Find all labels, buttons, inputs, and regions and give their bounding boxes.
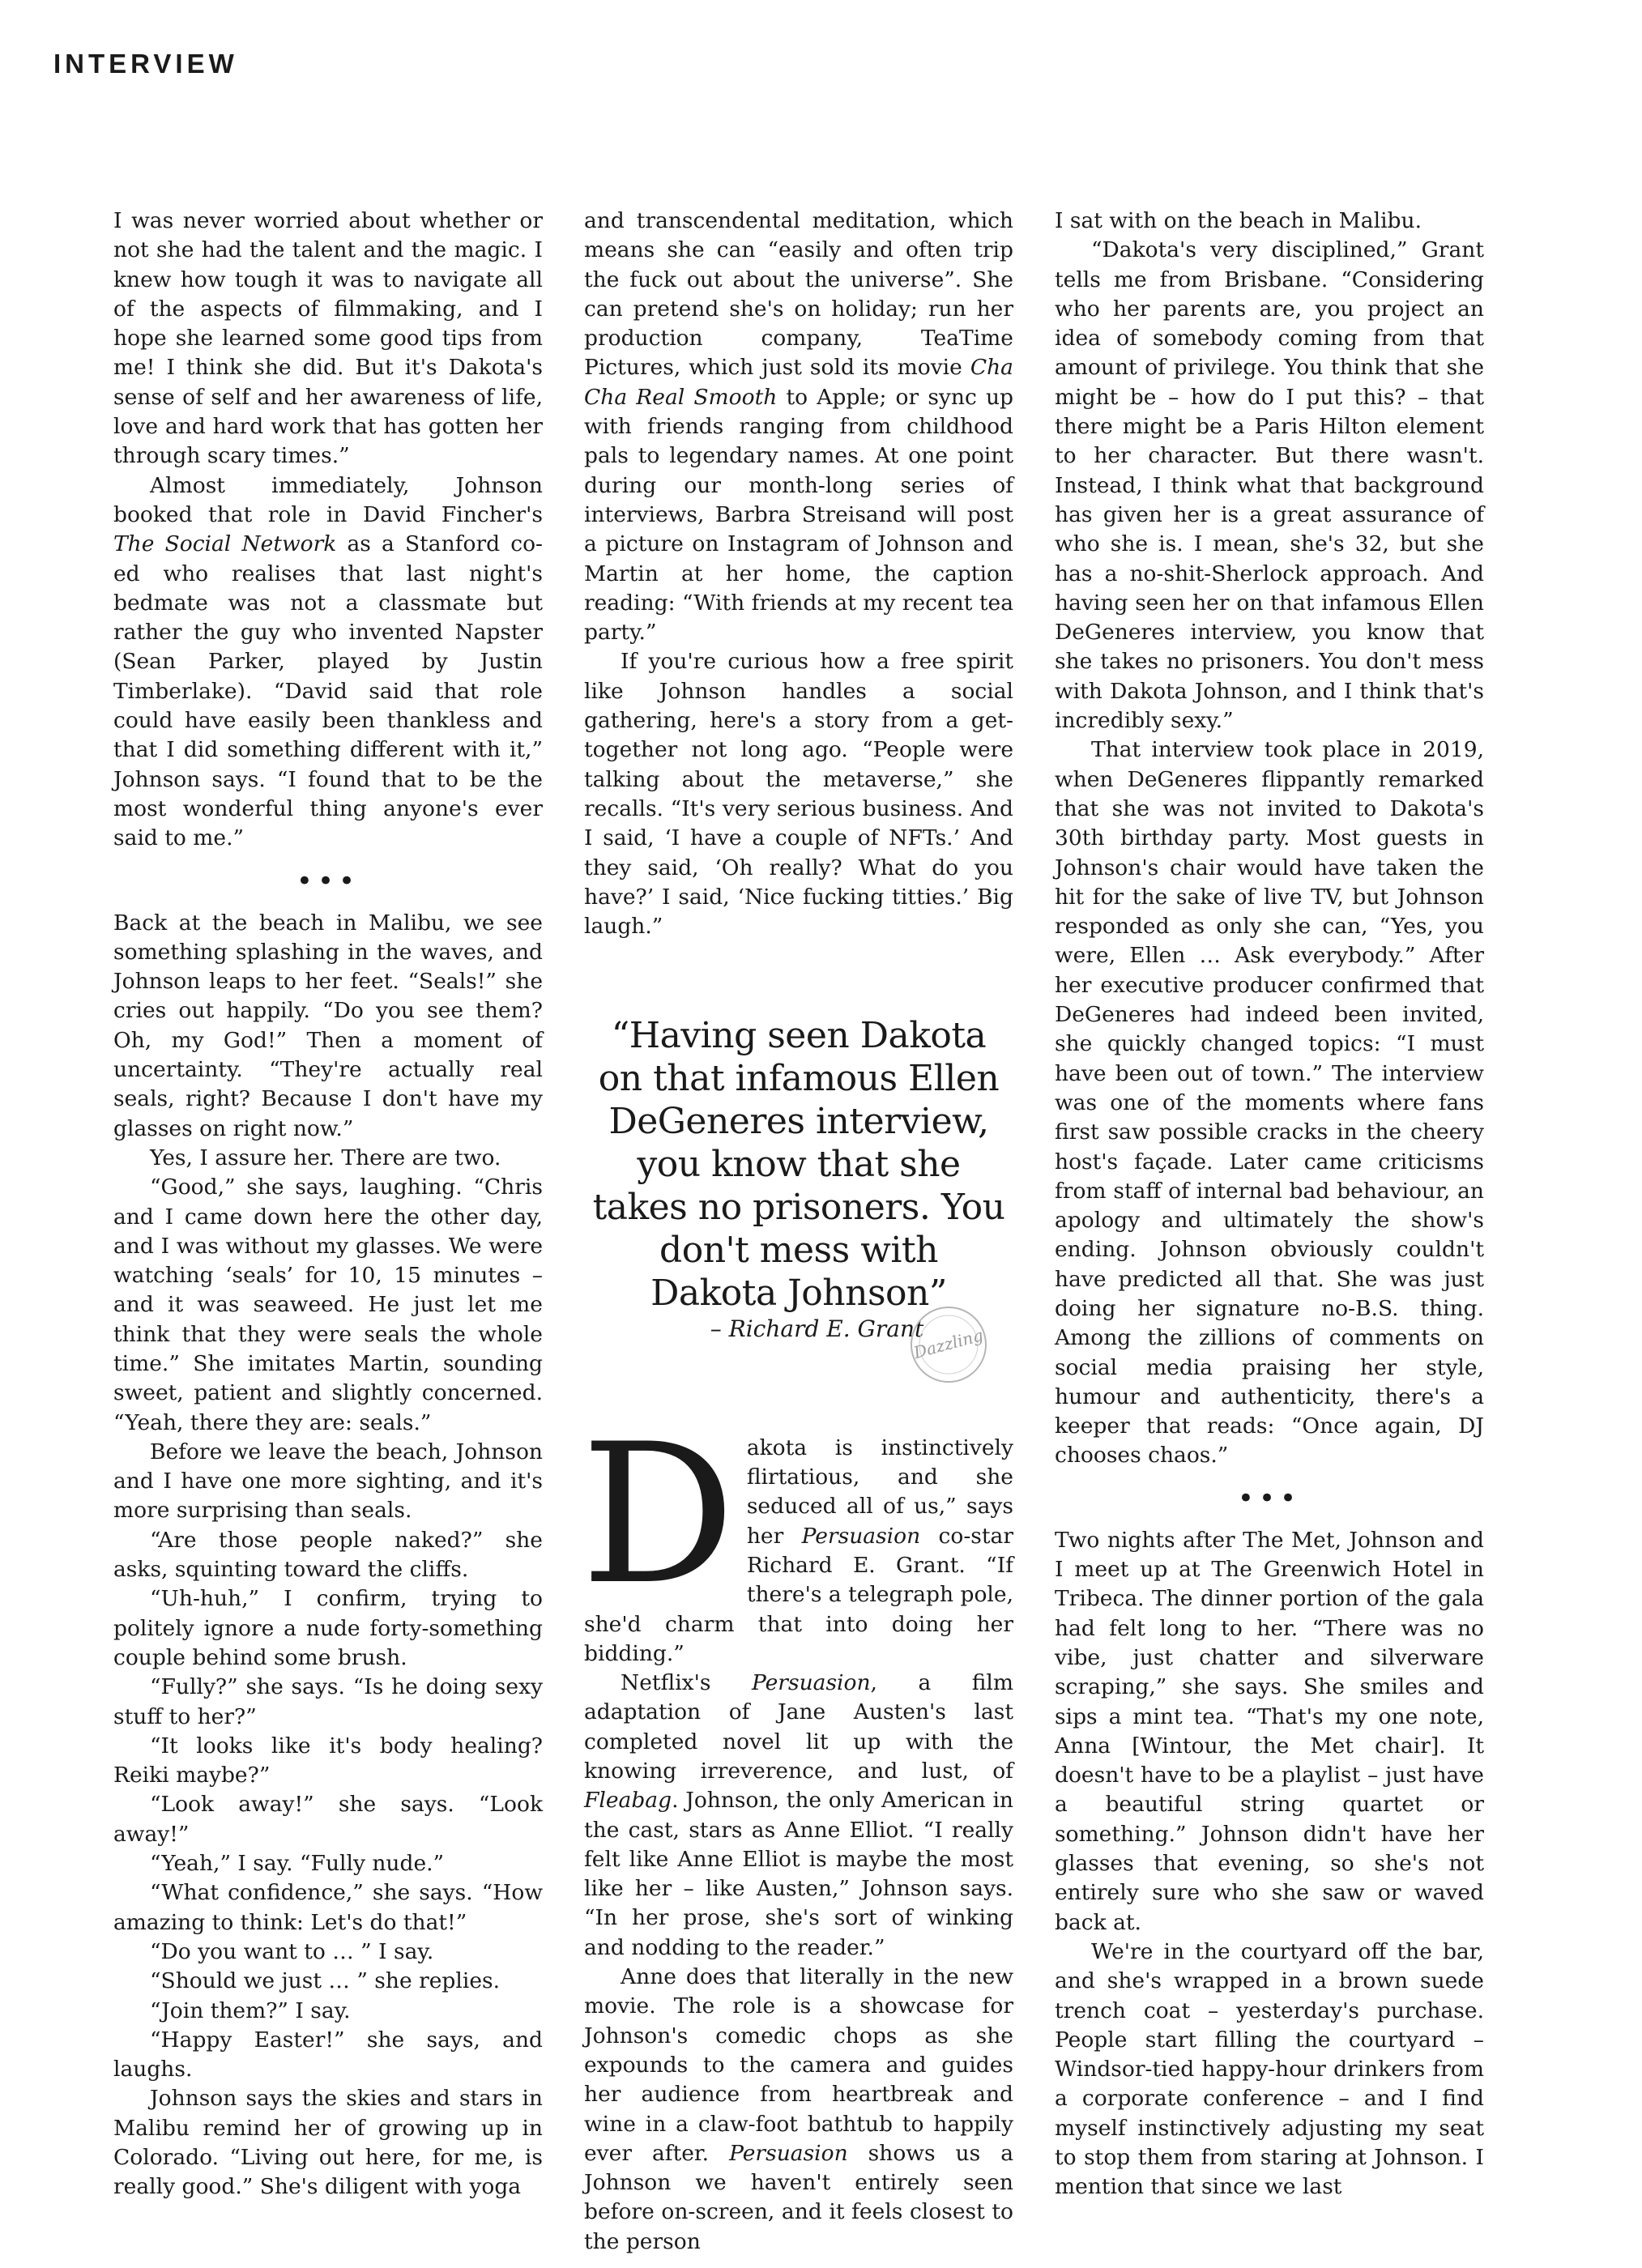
paragraph: Almost immediately, Johnson booked that role in David Fincher's The Social Network as a Stanford co-ed who realises that last night's bedmate was not a classmate but rather the guy who invented Napster (Sean Parker, played by Justin Timberlake). “David said that role could have easily been thankless and that I did something different with it,” Johnson says. “I found that to be the most wonderful thing anyone's ever said to me.” <box>113 472 543 851</box>
paragraph: “Yeah,” I say. “Fully nude.” <box>150 1851 445 1877</box>
paragraph: Before we leave the beach, Johnson and I have one more sighting, and it's more surprising than seals. <box>113 1439 543 1524</box>
paragraph: “Do you want to … ” I say. <box>150 1938 434 1964</box>
paragraph: “Should we just … ” she replies. <box>150 1968 501 1994</box>
paragraph: “Are those people naked?” she asks, squinting toward the cliffs. <box>113 1527 543 1583</box>
paragraph: Back at the beach in Malibu, we see something splashing in the waves, and Johnson leaps to her feet. “Seals!” she cries out happily. “Do you see them? Oh, my God!” Then a moment of uncertainty. “They're actually real seals, right? Because I don't have my glasses on right now.” <box>113 910 543 1141</box>
section-separator: ••• <box>1237 1481 1302 1515</box>
article-column-1 <box>113 207 543 2202</box>
pull-quote-attribution: – Richard E. Grant <box>710 1315 924 1343</box>
paragraph: “Fully?” she says. “Is he doing sexy stuff to her?” <box>113 1674 543 1729</box>
article-column-3 <box>1055 207 1484 2202</box>
paragraph: “Uh-huh,” I confirm, trying to politely ignore a nude forty-something couple behind some brush. <box>113 1586 543 1670</box>
paragraph: “Good,” she says, laughing. “Chris and I came down here the other day, and I was without my glasses. We were watching ‘seals’ for 10, 15 minutes – and it was seaweed. He just let me think that they were seals the whole time.” She imitates Martin, sounding sweet, patient and slightly concerned. “Yeah, there they are: seals.” <box>113 1174 543 1435</box>
section-label: INTERVIEW <box>53 49 238 79</box>
paragraph: Netflix's Persuasion, a film adaptation of Jane Austen's last completed novel lit up with the knowing irreverence, and lust, of Fleabag. Johnson, the only American in the cast, stars as Anne Elliot. “I really felt like Anne Elliot is maybe the most like her – like Austen,” Johnson says. “In her prose, she's sort of winking and nodding to the reader.” <box>584 1670 1013 1960</box>
paragraph: Two nights after The Met, Johnson and I meet up at The Greenwich Hotel in Tribeca. The dinner portion of the gala had felt long to her. “There was no vibe, just chatter and silverware scraping,” she says. She smiles and sips a mint tea. “That's my one note, Anna [Wintour, the Met chair]. It doesn't have to be a playlist – just have a beautiful string quartet or something.” Johnson didn't have her glasses that evening, so she's not entirely sure who she saw or waved back at. <box>1055 1527 1484 1935</box>
pull-quote: “Having seen Dakota on that infamous Ellen DeGeneres interview, you know that she takes no prisoners. You don't mess with Dakota Johnson” <box>592 1015 1005 1315</box>
paragraph: I sat with on the beach in Malibu. <box>1055 208 1422 233</box>
paragraph: I was never worried about whether or not she had the talent and the magic. I knew how tough it was to navigate all of the aspects of filmmaking, and I hope she learned some good tips from me! I think she did. But it's Dakota's sense of self and her awareness of life, love and hard work that has gotten her through scary times.” <box>113 208 543 469</box>
paragraph: “Dakota's very disciplined,” Grant tells me from Brisbane. “Considering who her parents are, you project an idea of somebody coming from that amount of privilege. You think that she might be – how do I put this? – that there might be a Paris Hilton element to her character. But there wasn't. Instead, I think what that background has given her is a great assurance of who she is. I mean, she's 32, but she has a no-shit-Sherlock approach. And having seen her on that infamous Ellen DeGeneres interview, you know that she takes no prisoners. You don't mess with Dakota Johnson, and I think that's incredibly sexy.” <box>1055 237 1484 734</box>
section-separator: ••• <box>296 864 360 897</box>
paragraph: Dakota is instinctively flirtatious, and she seduced all of us,” says her Persuasion co-star Richard E. Grant. “If there's a telegraph pole, she'd charm that into doing her bidding.” <box>581 1402 1013 1666</box>
paragraph: Johnson says the skies and stars in Malibu remind her of growing up in Colorado. “Living out here, for me, is really good.” She's diligent with yoga <box>113 2086 543 2200</box>
paragraph: If you're curious how a free spirit like Johnson handles a social gathering, here's a story from a get-together not long ago. “People were talking about the metaverse,” she recalls. “It's very serious business. And I said, ‘I have a couple of NFTs.’ And they said, ‘Oh really? What do you have?’ I said, ‘Nice fucking titties.’ Big laugh.” <box>584 649 1013 940</box>
watermark-stamp-icon <box>908 1304 989 1385</box>
paragraph: “It looks like it's body healing? Reiki maybe?” <box>113 1733 543 1788</box>
paragraph: “Join them?” I say. <box>150 1997 351 2023</box>
paragraph: We're in the courtyard off the bar, and she's wrapped in a brown suede trench coat – yesterday's purchase. People start filling the courtyard – Windsor-tied happy-hour drinkers from a corporate conference – and I find myself instinctively adjusting my seat to stop them from staring at Johnson. I mention that since we last <box>1055 1938 1484 2200</box>
paragraph: Anne does that literally in the new movie. The role is a showcase for Johnson's comedic chops as she expounds to the camera and guides her audience from heartbreak and wine in a claw-foot bathtub to happily ever after. Persuasion shows us a Johnson we haven't entirely seen before on-screen, and it feels closest to the person <box>584 1964 1013 2254</box>
paragraph: “Look away!” she says. “Look away!” <box>113 1792 543 1847</box>
drop-cap: D <box>581 1402 736 1627</box>
watermark-stamp <box>908 1304 989 1385</box>
paragraph: “Happy Easter!” she says, and laughs. <box>113 2027 543 2083</box>
paragraph: and transcendental meditation, which means she can “easily and often trip the fuck out about the universe”. She can pretend she's on holiday; run her production company, TeaTime Pictures, which just sold its movie Cha Cha Real Smooth to Apple; or sync up with friends ranging from childhood pals to legendary names. At one point during our month-long series of interviews, Barbra Streisand will post a picture on Instagram of Johnson and Martin at her home, the caption reading: “With friends at my recent tea party.” <box>584 208 1013 646</box>
article-column-2 <box>581 207 1013 2257</box>
watermark-text: Dazzling <box>911 1324 986 1362</box>
paragraph: That interview took place in 2019, when DeGeneres flippantly remarked that she was not invited to Dakota's 30th birthday party. Most guests in Johnson's chair would have taken the hit for the sake of live TV, but Johnson responded as only she can, “Yes, you were, Ellen … Ask everybody.” After her executive producer confirmed that DeGeneres had indeed been invited, she quickly changed topics: “I must have been out of town.” The interview was one of the moments where fans first saw possible cracks in the cheery host's façade. Later came criticisms from staff of internal bad behaviour, an apology and ultimately the show's ending. Johnson obviously couldn't have predicted all that. She was just doing her signature no-B.S. thing. Among the zillions of comments on social media praising her style, humour and authenticity, there's a keeper that reads: “Once again, DJ chooses chaos.” <box>1055 737 1484 1469</box>
paragraph: “What confidence,” she says. “How amazing to think: Let's do that!” <box>113 1880 543 1935</box>
paragraph: Yes, I assure her. There are two. <box>150 1145 501 1170</box>
